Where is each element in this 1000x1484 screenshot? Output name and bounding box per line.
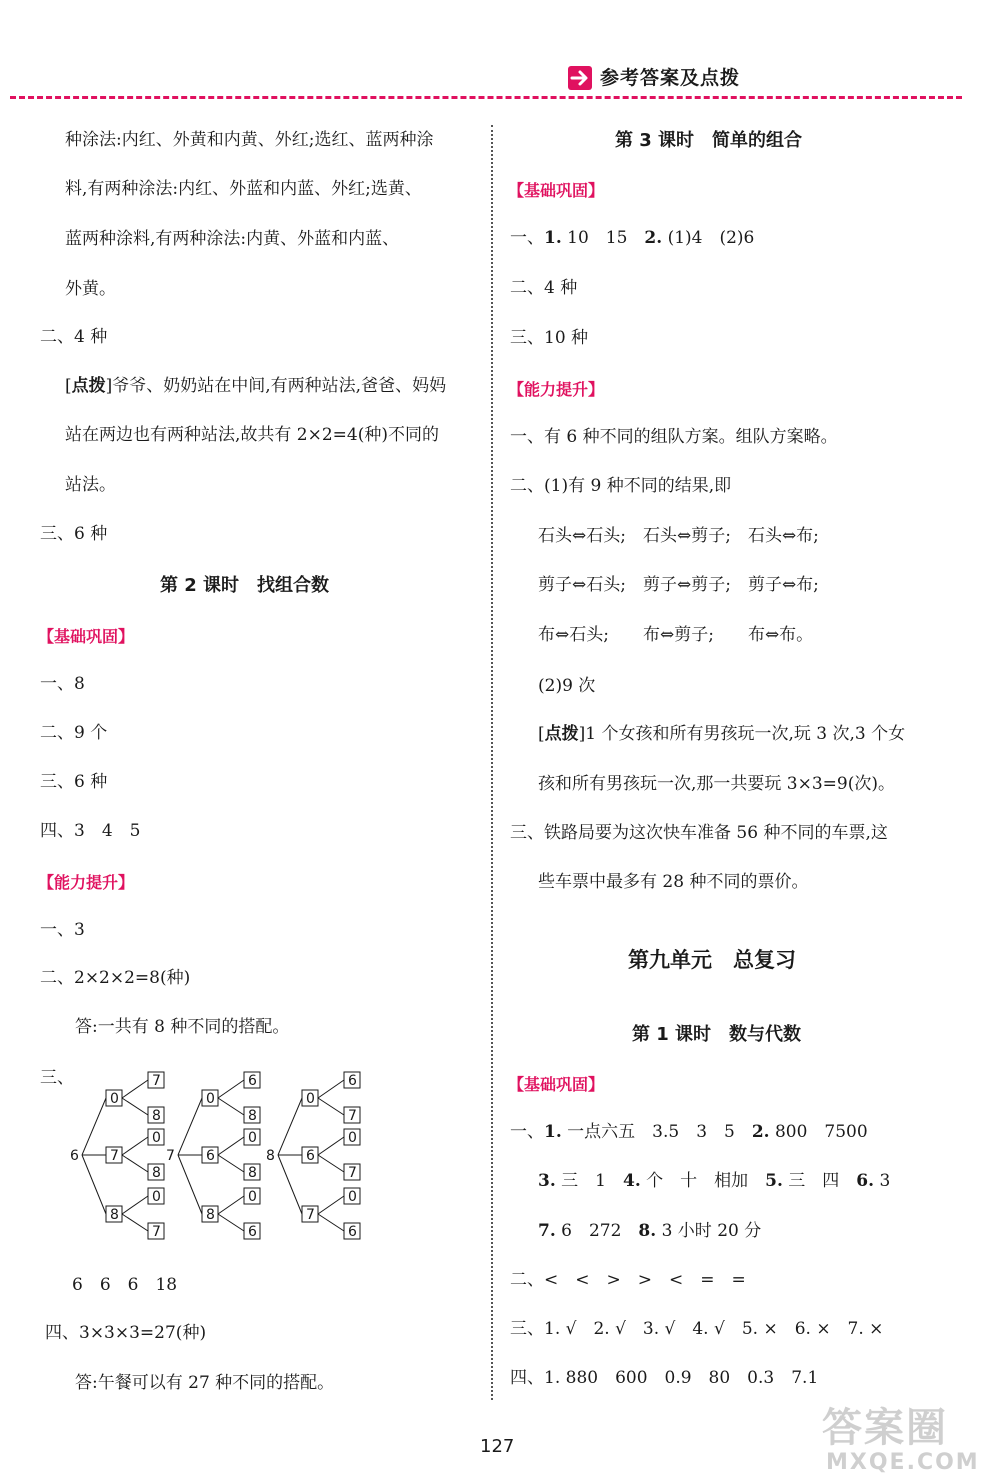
tree-edge [218,1137,244,1155]
tree-node: 7 [110,1148,119,1164]
tree-root: 7 [166,1148,175,1164]
text-line: (2)9 次 [538,676,596,696]
arrow-right-icon [568,66,592,90]
tree-leaf: 7 [348,1165,357,1181]
answer-line: 一、3 [40,920,85,940]
answer-line: 二、2×2×2=8(种) [40,968,191,988]
unit-title: 第九单元 总复习 [628,948,796,972]
tree-edge [178,1155,202,1214]
page-header [0,0,1000,110]
answer-line: 答:午餐可以有 27 种不同的搭配。 [75,1373,335,1393]
section-tag: 【基础巩固】 [508,1075,605,1094]
tree-edge [278,1098,302,1155]
answer-line: 一、8 [40,674,85,694]
tree-edge [122,1080,148,1098]
tree-edge [218,1214,244,1231]
answer-line: 二、4 种 [40,327,108,347]
answer-line: 一、1. 一点六五 3.5 3 5 2. 800 7500 [510,1122,868,1142]
tree-edge [178,1098,202,1155]
tree-node: 8 [206,1207,215,1223]
tree-edge [318,1196,344,1214]
answer-line: 一、有 6 种不同的组队方案。组队方案略。 [510,427,838,447]
tree-node: 6 [306,1148,315,1164]
tree-node: 0 [206,1091,215,1107]
tree-leaf: 0 [248,1130,257,1146]
tree-leaf: 6 [248,1073,257,1089]
hint-tag: 点拨 [544,724,579,744]
tree-edge [218,1080,244,1098]
answer-line: 三、铁路局要为这次快车准备 56 种不同的车票,这 [510,823,888,843]
tree-leaf: 0 [248,1189,257,1205]
text-line: 站在两边也有两种站法,故共有 2×2=4(种)不同的 [65,425,440,445]
tree-node: 0 [306,1091,315,1107]
text-line: 些车票中最多有 28 种不同的票价。 [538,872,809,892]
tree-edge [318,1098,344,1115]
section-tag: 【能力提升】 [38,873,135,892]
tree-edge [122,1196,148,1214]
tree-edge [82,1155,106,1214]
tree-edge [318,1214,344,1231]
tree-leaf: 0 [348,1130,357,1146]
tree-leaf: 0 [152,1189,161,1205]
section-title: 第 2 课时 找组合数 [160,575,330,596]
answer-line: 二、< < > > < = = [510,1270,746,1290]
text-line: 种涂法:内红、外黄和内黄、外红;选红、蓝两种涂 [65,130,434,150]
tree-leaf: 8 [152,1165,161,1181]
tree-node: 0 [110,1091,119,1107]
tree-diagram [60,1062,380,1242]
tree-leaf: 8 [152,1108,161,1124]
tree-leaf: 0 [348,1189,357,1205]
tree-edge [82,1098,106,1155]
answer-line: 一、1. 10 15 2. (1)4 (2)6 [510,228,755,248]
hint-text: 1 个女孩和所有男孩玩一次,玩 3 次,3 个女 [585,724,906,744]
text-line: 剪子⇔石头; 剪子⇔剪子; 剪子⇔布; [538,575,819,595]
answer-line: 三、6 种 [40,772,108,792]
hint-text: 爷爷、奶奶站在中间,有两种站法,爸爸、妈妈 [112,376,447,396]
tree-edge [122,1137,148,1155]
page-number: 127 [480,1436,515,1457]
header-rule [10,96,962,99]
text-line: 石头⇔石头; 石头⇔剪子; 石头⇔布; [538,526,819,546]
answer-line: 二、(1)有 9 种不同的结果,即 [510,476,732,496]
tree-leaf: 6 [248,1224,257,1240]
answer-line: 四、1. 880 600 0.9 80 0.3 7.1 [510,1368,819,1388]
tree-edge [318,1137,344,1155]
hint-tag: 点拨 [71,376,106,396]
answer-line: 四、3×3×3=27(种) [45,1323,207,1343]
tree-leaf: 7 [348,1108,357,1124]
answer-line: 7. 6 272 8. 3 小时 20 分 [538,1221,762,1241]
tree-edge [122,1098,148,1115]
text-line: 孩和所有男孩玩一次,那一共要玩 3×3=9(次)。 [538,774,896,794]
tree-edge [218,1098,244,1115]
tree-leaf: 8 [248,1108,257,1124]
answer-line: 三、6 种 [40,524,108,544]
tree-node: 7 [306,1207,315,1223]
tree-edge [318,1155,344,1172]
tree-leaf: 8 [248,1165,257,1181]
hint-line: [点拨]爷爷、奶奶站在中间,有两种站法,爸爸、妈妈 [65,376,447,396]
tree-leaf: 6 [348,1073,357,1089]
answer-line: 二、4 种 [510,278,578,298]
watermark-url: MXQE.COM [826,1450,980,1475]
column-divider [491,125,493,1400]
section-tag: 【基础巩固】 [508,181,605,200]
watermark-text: 答案圈 [822,1405,948,1451]
tree-leaf: 6 [348,1224,357,1240]
tree-root: 6 [70,1148,79,1164]
answer-line: 三、 [40,1068,74,1088]
answer-line: 3. 三 1 4. 个 十 相加 5. 三 四 6. 3 [538,1171,891,1191]
tree-edge [218,1155,244,1172]
tree-edge [122,1155,148,1172]
tree-node: 8 [110,1207,119,1223]
tree-edge [122,1214,148,1231]
section-title: 第 1 课时 数与代数 [632,1024,802,1045]
tree-edge [218,1196,244,1214]
tree-edge [278,1155,302,1214]
section-tag: 【能力提升】 [508,380,605,399]
answer-line: 答:一共有 8 种不同的搭配。 [75,1017,290,1037]
answer-line: 三、10 种 [510,328,589,348]
text-line: 外黄。 [65,279,116,299]
header-title: 参考答案及点拨 [600,67,741,89]
tree-root: 8 [266,1148,275,1164]
answer-line: 四、3 4 5 [40,821,141,841]
answer-line: 6 6 6 18 [72,1275,178,1295]
tree-edge [318,1080,344,1098]
answer-line: 二、9 个 [40,723,108,743]
section-title: 第 3 课时 简单的组合 [615,130,803,151]
text-line: 蓝两种涂料,有两种涂法:内黄、外蓝和内蓝、 [65,229,400,249]
text-line: 站法。 [65,475,116,495]
tree-leaf: 7 [152,1073,161,1089]
hint-line: [点拨]1 个女孩和所有男孩玩一次,玩 3 次,3 个女 [538,724,906,744]
text-line: 布⇔石头; 布⇔剪子; 布⇔布。 [538,625,814,645]
section-tag: 【基础巩固】 [38,627,135,646]
tree-leaf: 0 [152,1130,161,1146]
tree-leaf: 7 [152,1224,161,1240]
watermark [812,1396,992,1480]
text-line: 料,有两种涂法:内红、外蓝和内蓝、外红;选黄、 [65,179,422,199]
tree-node: 6 [206,1148,215,1164]
answer-line: 三、1. √ 2. √ 3. √ 4. √ 5. × 6. × 7. × [510,1319,884,1339]
